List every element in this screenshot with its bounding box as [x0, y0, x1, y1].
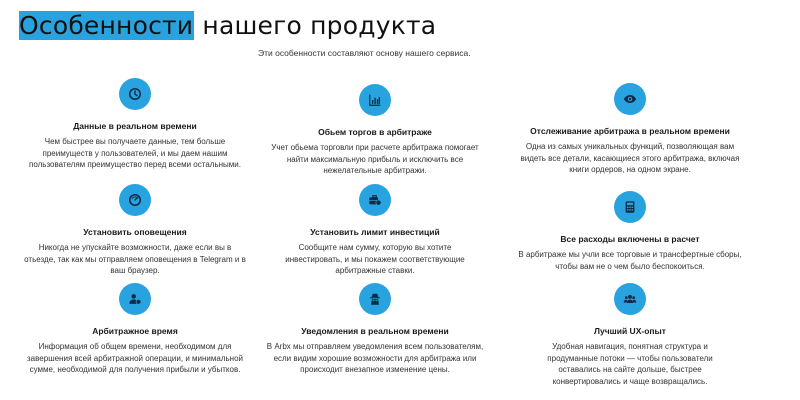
feature-text: Сообщите нам сумму, которую вы хотите инвестировать, и мы покажем соответствующие арбитражные ставки.	[285, 243, 465, 275]
feature-text: Учет обьема торговли при расчете арбитража помогает найти максимальную прибыль и исключить все нежелательные арбитражи.	[271, 143, 479, 175]
feature-card-best-ux	[505, 283, 755, 387]
feature-card-all-costs	[505, 191, 755, 272]
eye-icon	[614, 83, 646, 115]
feature-title: Обьем торгов в арбитраже	[318, 127, 432, 137]
gauge-icon	[119, 184, 151, 216]
feature-title: Уведомления в реальном времени	[301, 326, 449, 336]
briefcase-clock-icon	[359, 184, 391, 216]
user-clock-icon	[119, 283, 151, 315]
feature-text: В Arbx мы отправляем уведомления всем пользователям, если видим хорошие возможности для арбитража или происходит внезапное изменение цены.	[266, 342, 484, 374]
spy-icon	[359, 283, 391, 315]
page-subtitle: Эти особенности составляют основу нашего сервиса.	[258, 48, 471, 58]
feature-title: Все расходы включены в расчет	[560, 234, 700, 244]
feature-title: Установить оповещения	[83, 227, 187, 237]
feature-text: Никогда не упускайте возможности, даже если вы в отьезде, так как мы отправляем оповещения в Telegram и в ваш браузер.	[24, 243, 246, 275]
page-title	[19, 9, 436, 43]
feature-text: В арбитраже мы учли все торговые и трансфертные сборы, чтобы вам не о чем было беспокоиться.	[518, 250, 742, 271]
feature-card-trade-volume	[260, 84, 490, 177]
feature-text: Чем быстрее вы получаете данные, тем больше преимуществ у пользователей, и мы даем нашим пользователям преимущество перед всеми остальными.	[29, 137, 241, 169]
clock-icon	[119, 78, 151, 110]
users-icon	[614, 283, 646, 315]
title-rest: нашего продукта	[194, 11, 437, 40]
feature-card-realtime-data	[15, 78, 255, 171]
feature-title: Отслеживание арбитража в реальном времени	[530, 126, 730, 136]
feature-title: Арбитражное время	[92, 326, 178, 336]
feature-card-arbitrage-tracking	[505, 83, 755, 176]
feature-title: Данные в реальном времени	[73, 121, 197, 131]
title-highlight: Особенности	[19, 11, 194, 40]
feature-text: Одна из самых уникальных функций, позволяющая вам видеть все детали, касающиеся этого арбитража, включая книги ордеров, на одном экране.	[520, 142, 740, 174]
feature-card-set-alerts	[15, 184, 255, 277]
bar-chart-icon	[359, 84, 391, 116]
feature-title: Установить лимит инвестиций	[310, 227, 440, 237]
feature-text: Удобная навигация, понятная структура и продуманные потоки — чтобы пользователи оставались на сайте дольше, быстрее конвертировались и чаще возвращались.	[547, 342, 713, 386]
calculator-icon	[614, 191, 646, 223]
feature-title: Лучший UX-опыт	[594, 326, 666, 336]
feature-card-investment-limit	[260, 184, 490, 277]
feature-card-arbitrage-time	[15, 283, 255, 376]
feature-text: Информация об общем времени, необходимом для завершения всей арбитражной операции, и минимальной сумме, необходимой для получения прибыли и убытков.	[27, 342, 243, 374]
feature-card-realtime-notifications	[260, 283, 490, 376]
